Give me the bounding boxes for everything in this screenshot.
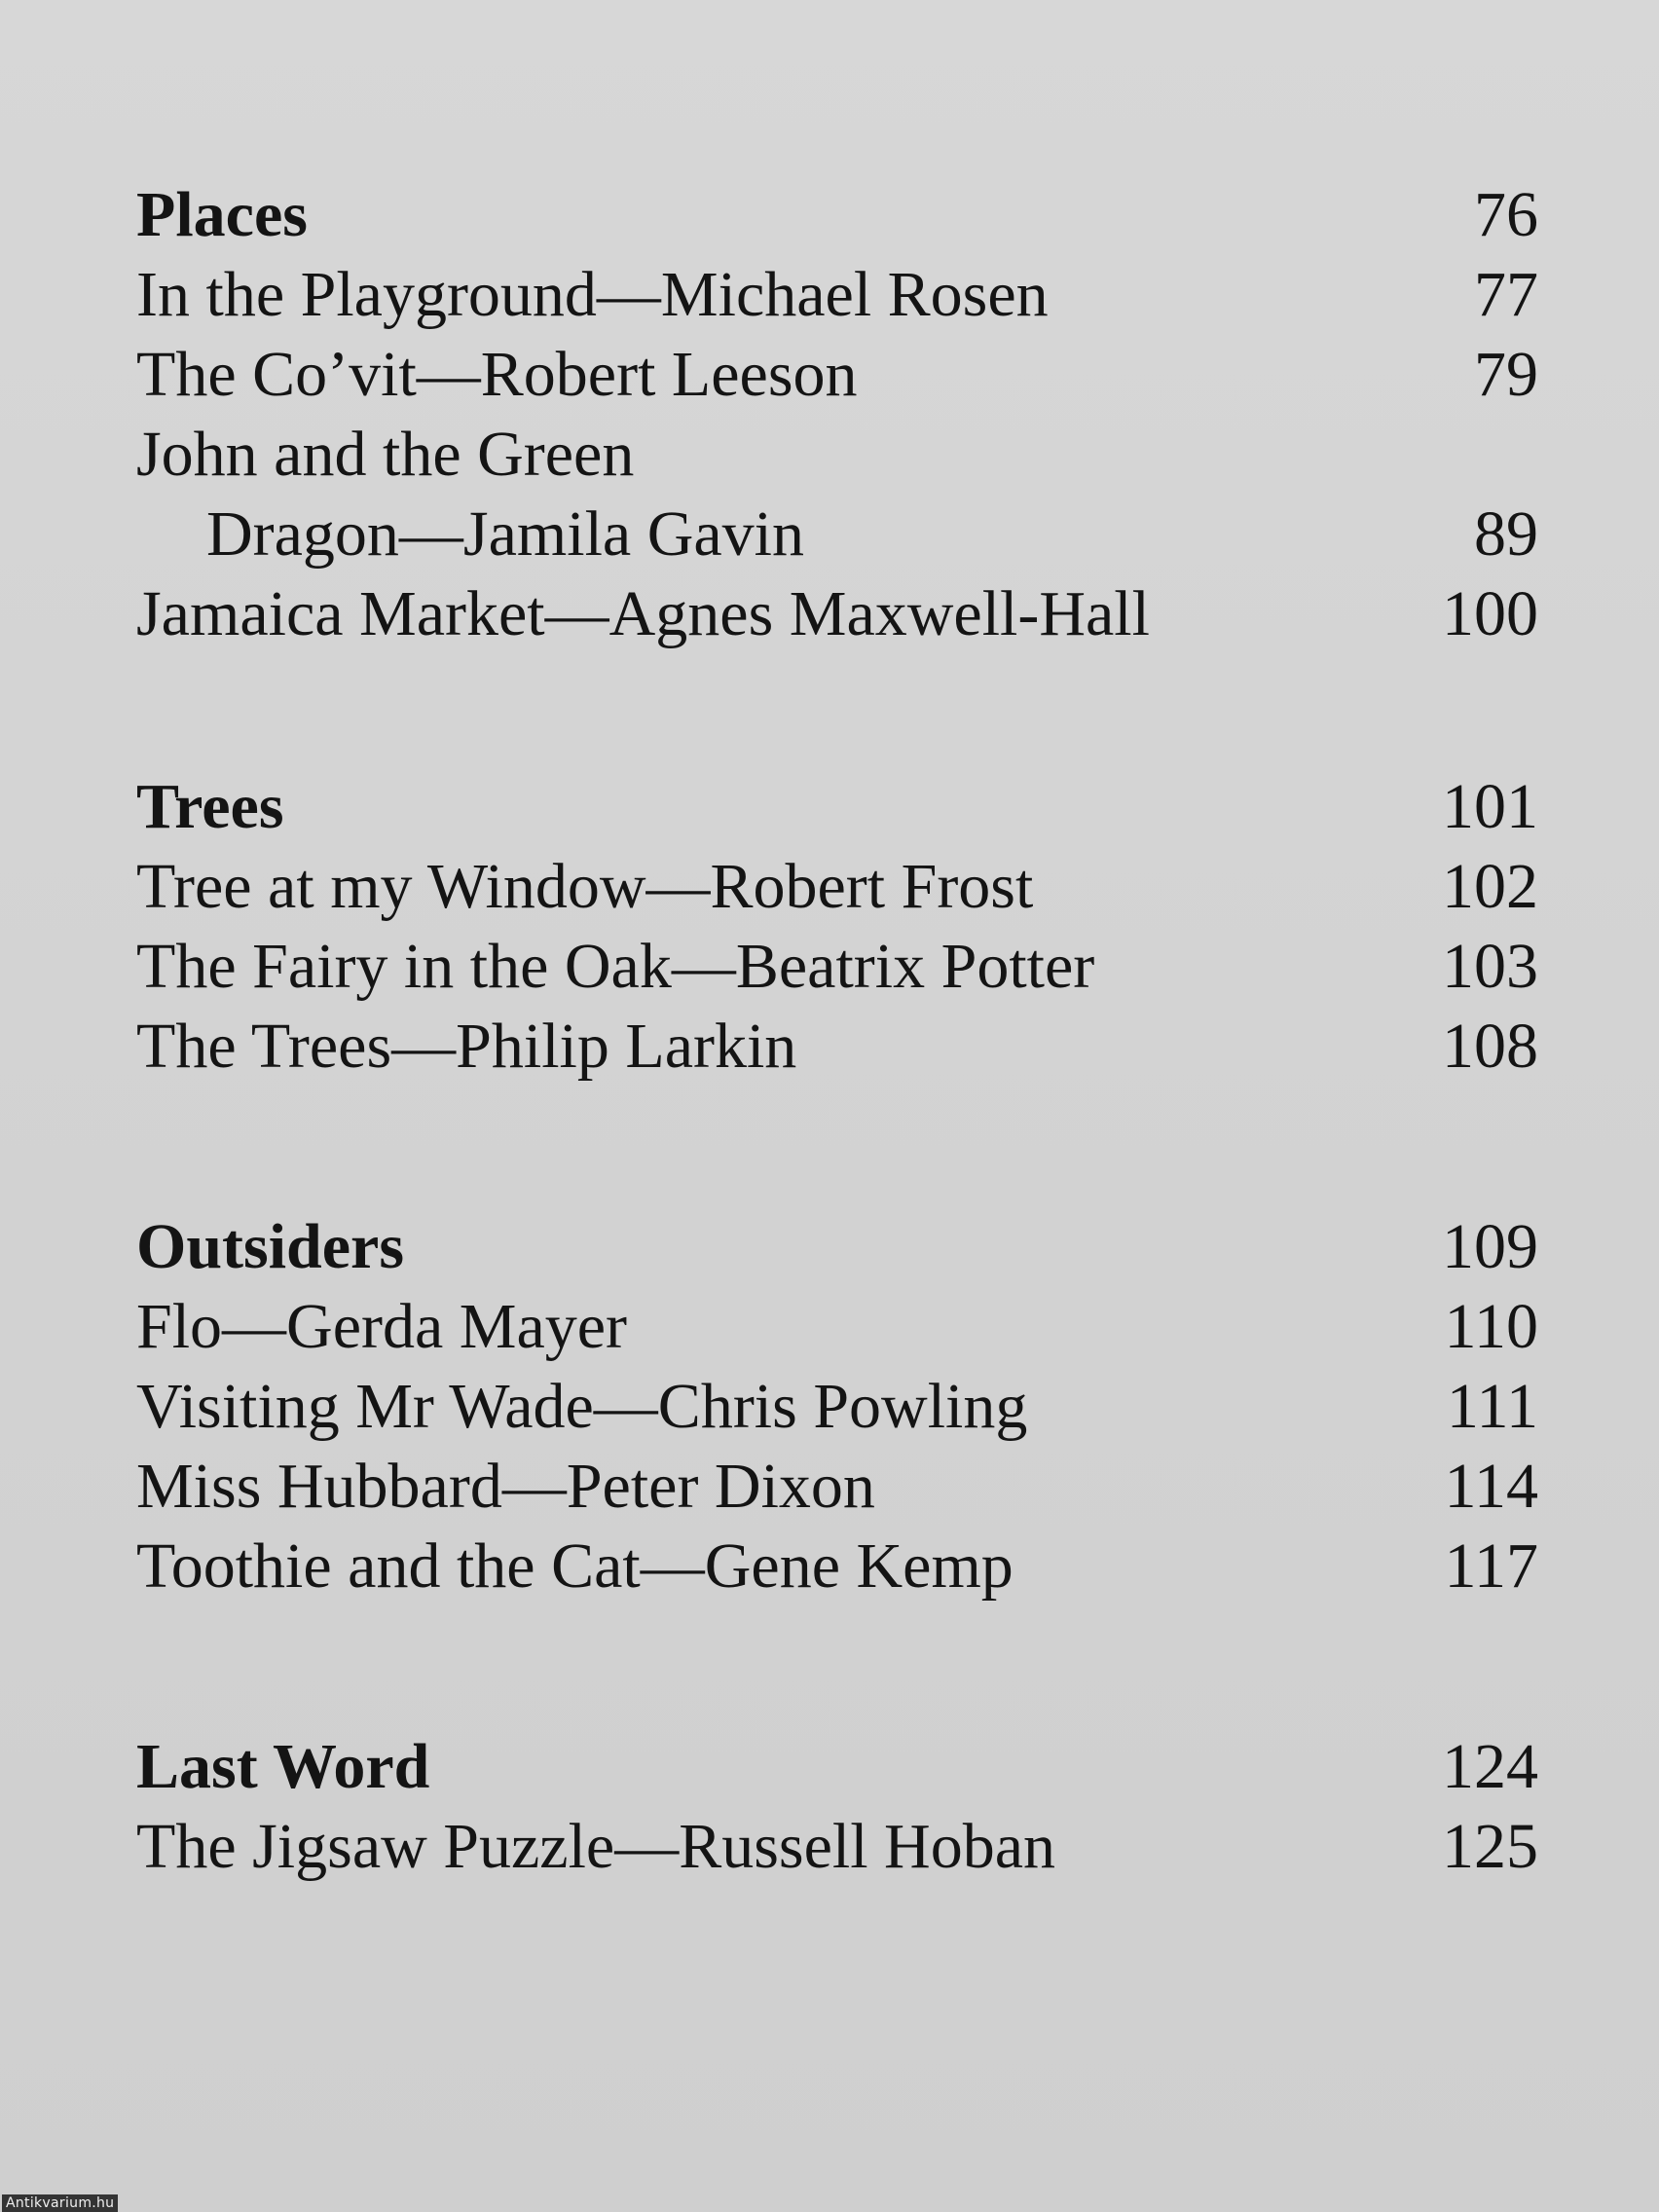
toc-entry [136,415,1538,495]
entry-title: Flo—Gerda Mayer [136,1291,628,1362]
toc-entry [136,1287,1538,1367]
watermark: Antikvarium.hu [2,2194,118,2212]
toc-entry [136,335,1538,415]
toc-entry [136,1007,1538,1087]
page-number: 102 [1442,851,1538,922]
page-number: 79 [1474,339,1538,410]
toc-entry [136,574,1538,654]
page-number: 117 [1444,1530,1538,1602]
entry-title: John and the Green [136,419,635,490]
toc-entry-continuation [136,495,1538,574]
entry-title: The Co’vit—Robert Leeson [136,339,858,410]
toc-entry [136,1367,1538,1447]
page-number: 110 [1444,1291,1538,1362]
toc-entry [136,255,1538,335]
section-title: Trees [136,771,284,842]
entry-title: Tree at my Window—Robert Frost [136,851,1034,922]
entry-title: Jamaica Market—Agnes Maxwell-Hall [136,578,1150,649]
page-number: 125 [1442,1811,1538,1882]
toc-entry [136,927,1538,1007]
section-title: Places [136,179,308,250]
page-number: 103 [1442,931,1538,1002]
section-heading-outsiders [136,1207,1538,1287]
section-heading-places [136,175,1538,255]
entry-title: The Fairy in the Oak—Beatrix Potter [136,931,1095,1002]
entry-title: In the Playground—Michael Rosen [136,259,1049,330]
section-heading-last-word [136,1727,1538,1807]
entry-title: The Trees—Philip Larkin [136,1011,797,1082]
section-heading-trees [136,767,1538,847]
page-number: 108 [1442,1011,1538,1082]
section-title: Last Word [136,1731,430,1802]
page-number: 111 [1446,1371,1538,1442]
section-title: Outsiders [136,1211,405,1282]
toc-entry [136,1527,1538,1606]
entry-title: Miss Hubbard—Peter Dixon [136,1451,875,1522]
page-number: 89 [1474,498,1538,570]
entry-title: Toothie and the Cat—Gene Kemp [136,1530,1014,1602]
page-number: 114 [1444,1451,1538,1522]
page-number: 100 [1442,578,1538,649]
entry-title: Dragon—Jamila Gavin [206,498,805,570]
toc-entry [136,1447,1538,1527]
toc-entry [136,1807,1538,1887]
entry-title: Visiting Mr Wade—Chris Powling [136,1371,1028,1442]
page-number: 77 [1474,259,1538,330]
page-number: 76 [1474,179,1538,250]
page-number: 109 [1442,1211,1538,1282]
page-number: 101 [1442,771,1538,842]
toc-entry [136,847,1538,927]
page-number: 124 [1442,1731,1538,1802]
entry-title: The Jigsaw Puzzle—Russell Hoban [136,1811,1056,1882]
